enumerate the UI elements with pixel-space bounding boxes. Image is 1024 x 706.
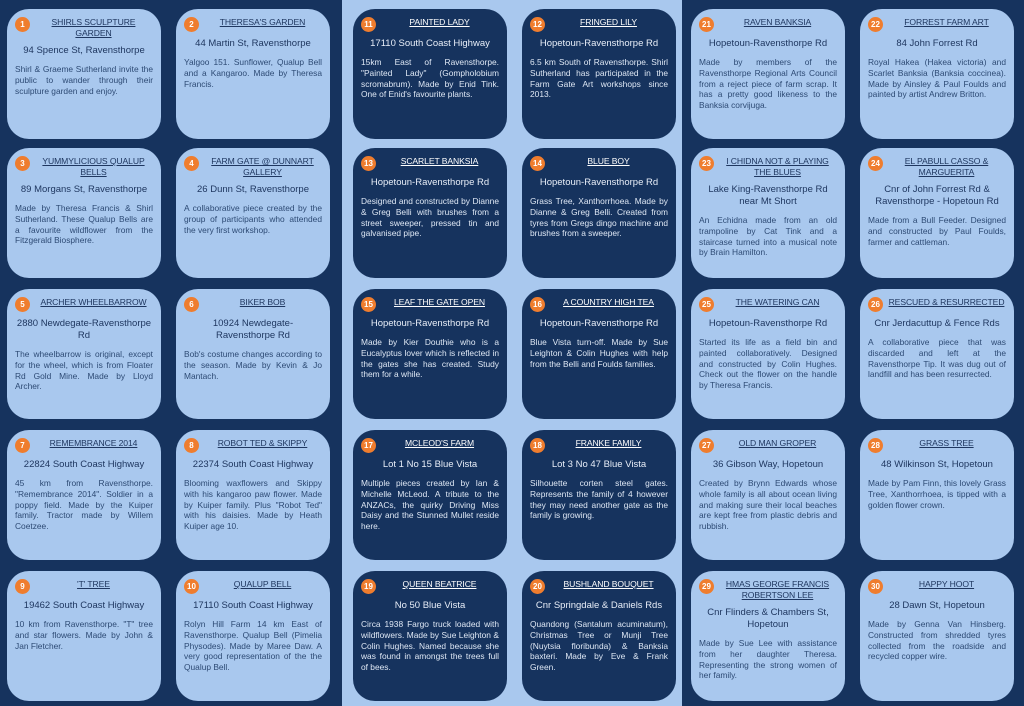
sculpture-card	[353, 148, 507, 278]
card-description: The wheelbarrow is original, except for the wheel, which is from Floater Rd Gold Mine. Made by Lloyd Archer.	[15, 349, 153, 392]
card-title: FRANKE FAMILY	[575, 438, 642, 448]
card-title: I CHIDNA NOT & PLAYING THE BLUES	[726, 156, 829, 177]
card-description: Blooming waxflowers and Skippy with his kangaroo paw flower. Made by Kuiper family. Plus "Robot Ted" with his daisies. Made by Heath Kuiper age 10.	[184, 478, 322, 532]
card-address: 17110 South Coast Highway	[193, 600, 313, 611]
sculpture-card	[7, 9, 161, 139]
card-address: Hopetoun-Ravensthorpe Rd	[370, 318, 490, 329]
card-number-badge: 23	[699, 156, 714, 171]
card-title: OLD MAN GROPER	[738, 438, 817, 448]
card-address: 17110 South Coast Highway	[370, 38, 490, 49]
card-address: 28 Dawn St, Hopetoun	[889, 600, 985, 611]
card-address: 26 Dunn St, Ravensthorpe	[197, 184, 309, 195]
card-header	[868, 438, 1006, 453]
card-number-badge: 27	[699, 438, 714, 453]
sculpture-card	[860, 289, 1014, 419]
sculpture-card	[7, 571, 161, 701]
card-number-badge: 26	[868, 297, 883, 312]
sculpture-card	[691, 289, 845, 419]
card-header	[530, 297, 668, 312]
sculpture-card	[176, 430, 330, 560]
card-address: 84 John Forrest Rd	[896, 38, 978, 49]
card-title: EL PABULL CASSO & MARGUERITA	[904, 156, 989, 177]
card-title: SHIRLS SCULPTURE GARDEN	[51, 17, 136, 38]
card-number-badge: 6	[184, 297, 199, 312]
card-header	[184, 297, 322, 312]
card-header	[361, 297, 499, 312]
card-title: THE WATERING CAN	[735, 297, 820, 307]
sculpture-card	[353, 571, 507, 701]
card-address: Lot 1 No 15 Blue Vista	[382, 459, 478, 470]
card-description: Bob's costume changes according to the season. Made by Kevin & Jo Mantach.	[184, 349, 322, 381]
card-header	[868, 297, 1006, 312]
card-address: Hopetoun-Ravensthorpe Rd	[708, 318, 828, 329]
sculpture-card	[176, 571, 330, 701]
card-title: PAINTED LADY	[409, 17, 470, 27]
card-address: 89 Morgans St, Ravensthorpe	[20, 184, 148, 195]
sculpture-card	[7, 148, 161, 278]
card-address: Cnr Springdale & Daniels Rds	[535, 600, 663, 611]
card-title: BIKER BOB	[239, 297, 286, 307]
sculpture-card	[522, 571, 676, 701]
card-title: HMAS GEORGE FRANCIS ROBERTSON LEE	[725, 579, 830, 600]
card-header	[699, 438, 837, 453]
card-address: Cnr Flinders & Chambers St, Hopetoun	[707, 607, 829, 630]
card-title: QUALUP BELL	[233, 579, 292, 589]
card-description: A collaborative piece created by the group of participants who attended the very first workshop.	[184, 203, 322, 235]
card-title: YUMMYLICIOUS QUALUP BELLS	[42, 156, 145, 177]
card-number-badge: 3	[15, 156, 30, 171]
card-number-badge: 14	[530, 156, 545, 171]
card-number-badge: 29	[699, 579, 714, 594]
card-description: Started its life as a field bin and painted collaboratively. Designed and constructed by Colin Hughes. Check out the flower on the handle by Theresa Francis.	[699, 337, 837, 391]
card-number-badge: 17	[361, 438, 376, 453]
card-number-badge: 30	[868, 579, 883, 594]
card-header	[530, 17, 668, 32]
card-address: 44 Martin St, Ravensthorpe	[195, 38, 311, 49]
card-header	[15, 438, 153, 453]
card-description: Made from a Bull Feeder. Designed and constructed by Paul Foulds, farmer and cattleman.	[868, 215, 1006, 247]
card-title: GRASS TREE	[919, 438, 974, 448]
card-header	[699, 156, 837, 178]
card-number-badge: 2	[184, 17, 199, 32]
card-title: REMEMBRANCE 2014	[49, 438, 138, 448]
card-address: 36 Gibson Way, Hopetoun	[712, 459, 824, 470]
card-header	[530, 156, 668, 171]
card-header	[699, 579, 837, 601]
card-header	[184, 156, 322, 178]
card-header	[184, 579, 322, 594]
card-number-badge: 22	[868, 17, 883, 32]
card-number-badge: 11	[361, 17, 376, 32]
card-number-badge: 18	[530, 438, 545, 453]
sculpture-card	[522, 430, 676, 560]
card-address: 22374 South Coast Highway	[192, 459, 314, 470]
sculpture-card	[176, 148, 330, 278]
card-number-badge: 19	[361, 579, 376, 594]
card-number-badge: 24	[868, 156, 883, 171]
card-title: BUSHLAND BOUQUET	[563, 579, 654, 589]
card-description: 15km East of Ravensthorpe. "Painted Lady" (Gompholobium scromabrum). Made by Enid Tink. One of Enid's favourite plants.	[361, 57, 499, 100]
card-description: Circa 1938 Fargo truck loaded with wildflowers. Made by Sue Leighton & Colin Hughes. Named because she was found in amongst the trees full of bees.	[361, 619, 499, 673]
card-address: Cnr of John Forrest Rd & Ravensthorpe - Hopetoun Rd	[875, 184, 999, 207]
card-description: Made by Theresa Francis & Shirl Sutherland. These Qualup Bells are a favourite wildflower from the Fitzgerald Biosphere.	[15, 203, 153, 246]
card-number-badge: 20	[530, 579, 545, 594]
card-address: 22824 South Coast Highway	[23, 459, 145, 470]
card-description: Made by Pam Finn, this lovely Grass Tree, Xanthorrhoea, is tipped with a golden flower crown.	[868, 478, 1006, 510]
card-description: 10 km from Ravensthorpe. "T" tree and star flowers. Made by John & Jan Fletcher.	[15, 619, 153, 651]
sculpture-card	[522, 289, 676, 419]
sculpture-card	[7, 430, 161, 560]
card-address: 2880 Newdegate-Ravensthorpe Rd	[16, 318, 152, 341]
card-address: 48 Wilkinson St, Hopetoun	[881, 459, 993, 470]
card-header	[699, 297, 837, 312]
sculpture-card	[522, 148, 676, 278]
card-title: HAPPY HOOT	[918, 579, 975, 589]
card-title: ROBOT TED & SKIPPY	[217, 438, 308, 448]
card-title: RESCUED & RESURRECTED	[888, 297, 1005, 307]
card-header	[15, 17, 153, 39]
card-number-badge: 10	[184, 579, 199, 594]
card-header	[361, 579, 499, 594]
card-header	[15, 156, 153, 178]
card-description: Made by Sue Lee with assistance from her daughter Theresa. Representing the strong women of her family.	[699, 638, 837, 681]
card-number-badge: 7	[15, 438, 30, 453]
card-title: FORREST FARM ART	[904, 17, 989, 27]
sculpture-card	[353, 9, 507, 139]
card-address: Hopetoun-Ravensthorpe Rd	[539, 38, 659, 49]
card-number-badge: 13	[361, 156, 376, 171]
card-description: Designed and constructed by Dianne & Greg Belli with brushes from a street sweeper, pressed tin and galvanised pipe.	[361, 196, 499, 239]
card-header	[868, 17, 1006, 32]
card-description: Multiple pieces created by Ian & Michelle McLeod. A tribute to the ANZACs, the quirky Driving Miss Daisy and the Stunned Mullet reside here.	[361, 478, 499, 532]
card-address: Hopetoun-Ravensthorpe Rd	[370, 177, 490, 188]
card-address: No 50 Blue Vista	[394, 600, 466, 611]
card-description: An Echidna made from an old trampoline by Cat Tink and a staircase turned into a musical note by Brain Hamilton.	[699, 215, 837, 258]
card-title: 'T' TREE	[77, 579, 110, 589]
card-title: BLUE BOY	[587, 156, 630, 166]
card-title: SCARLET BANKSIA	[400, 156, 479, 166]
card-number-badge: 25	[699, 297, 714, 312]
card-description: Royal Hakea (Hakea victoria) and Scarlet Banksia (Banksia coccinea). Made by Ainsley & Paul Foulds and painted by artist Andrew Britton.	[868, 57, 1006, 100]
sculpture-card	[691, 148, 845, 278]
card-address: Hopetoun-Ravensthorpe Rd	[539, 177, 659, 188]
card-description: Shirl & Graeme Sutherland invite the public to wander through their sculpture garden and enjoy.	[15, 64, 153, 96]
card-description: Created by Brynn Edwards whose whole family is all about ocean living and making sure their local beaches are kept free from plastic debris and rubbish.	[699, 478, 837, 532]
card-title: QUEEN BEATRICE	[402, 579, 477, 589]
card-title: FARM GATE @ DUNNART GALLERY	[211, 156, 314, 177]
card-description: 45 km from Ravensthorpe. "Remembrance 2014". Soldier in a poppy field. Made by the Kuiper family. Tractor made by Willem Coetzee.	[15, 478, 153, 532]
card-header	[15, 297, 153, 312]
card-number-badge: 4	[184, 156, 199, 171]
sculpture-card	[691, 571, 845, 701]
sculpture-card	[860, 148, 1014, 278]
card-header	[530, 579, 668, 594]
card-number-badge: 12	[530, 17, 545, 32]
card-address: Hopetoun-Ravensthorpe Rd	[539, 318, 659, 329]
card-description: Made by Genna Van Hinsberg. Constructed from shredded tyres collected from the roadside and recycled copper wire.	[868, 619, 1006, 662]
sculpture-card	[353, 289, 507, 419]
card-header	[361, 438, 499, 453]
card-address: Cnr Jerdacuttup & Fence Rds	[874, 318, 1000, 329]
card-description: Quandong (Santalum acuminatum), Christmas Tree or Munji Tree (Nuytsia floribunda) & Banksia baxteri. Made by Eve & Frank Green.	[530, 619, 668, 673]
card-description: Blue Vista turn-off. Made by Sue Leighton & Colin Hughes with help from the Belli and Foulds families.	[530, 337, 668, 369]
sculpture-card	[860, 571, 1014, 701]
card-header	[361, 156, 499, 171]
sculpture-card	[176, 289, 330, 419]
card-number-badge: 16	[530, 297, 545, 312]
sculpture-card	[522, 9, 676, 139]
card-title: MCLEOD'S FARM	[404, 438, 475, 448]
card-header	[15, 579, 153, 594]
sculpture-card	[860, 430, 1014, 560]
card-header	[868, 579, 1006, 594]
card-number-badge: 15	[361, 297, 376, 312]
sculpture-card	[7, 289, 161, 419]
card-address: Hopetoun-Ravensthorpe Rd	[708, 38, 828, 49]
card-description: Made by Kier Douthie who is a Eucalyptus lover which is reflected in the gates she has created. Study them for a while.	[361, 337, 499, 380]
sculpture-card	[860, 9, 1014, 139]
card-number-badge: 28	[868, 438, 883, 453]
card-title: FRINGED LILY	[580, 17, 637, 27]
card-header	[530, 438, 668, 453]
card-number-badge: 1	[15, 17, 30, 32]
card-number-badge: 5	[15, 297, 30, 312]
card-title: RAVEN BANKSIA	[743, 17, 812, 27]
card-header	[184, 17, 322, 32]
card-number-badge: 8	[184, 438, 199, 453]
card-header	[868, 156, 1006, 178]
card-address: 94 Spence St, Ravensthorpe	[23, 45, 145, 56]
card-address: 10924 Newdegate-Ravensthorpe Rd	[212, 318, 294, 341]
sculpture-card	[353, 430, 507, 560]
card-title: THERESA'S GARDEN	[219, 17, 306, 27]
card-description: Silhouette corten steel gates. Represents the family of 4 however they may need another gate as the family is growing.	[530, 478, 668, 521]
sculpture-card	[691, 430, 845, 560]
card-title: A COUNTRY HIGH TEA	[563, 297, 654, 307]
sculpture-card	[691, 9, 845, 139]
card-number-badge: 21	[699, 17, 714, 32]
card-description: Rolyn Hill Farm 14 km East of Ravensthorpe. Qualup Bell (Pimelia Physodes). Made by Maree Daw. A very good representation of the the Qualup Bell.	[184, 619, 322, 673]
card-address: 19462 South Coast Highway	[23, 600, 145, 611]
card-number-badge: 9	[15, 579, 30, 594]
card-title: ARCHER WHEELBARROW	[40, 297, 147, 307]
sculpture-card	[176, 9, 330, 139]
card-description: Made by members of the Ravensthorpe Regional Arts Council from a reject piece of farm scrap. It has a pretty good likeness to the Banksia corvijuga.	[699, 57, 837, 111]
card-description: Yalgoo 151. Sunflower, Qualup Bell and a Kangaroo. Made by Theresa Francis.	[184, 57, 322, 89]
card-address: Lot 3 No 47 Blue Vista	[551, 459, 647, 470]
card-title: LEAF THE GATE OPEN	[393, 297, 485, 307]
card-header	[184, 438, 322, 453]
card-header	[361, 17, 499, 32]
card-description: 6.5 km South of Ravensthorpe. Shirl Sutherland has participated in the Farm Gate Art workshops since 2013.	[530, 57, 668, 100]
card-description: A collaborative piece that was discarded and left at the Ravensthorpe Tip. It was dug out of landfill and has been resurrected.	[868, 337, 1006, 380]
card-description: Grass Tree, Xanthorrhoea. Made by Dianne & Greg Belli. Created from tyres from Gregs dingo machine and brushes from a sweeper.	[530, 196, 668, 239]
card-header	[699, 17, 837, 32]
card-address: Lake King-Ravensthorpe Rd near Mt Short	[708, 184, 828, 207]
